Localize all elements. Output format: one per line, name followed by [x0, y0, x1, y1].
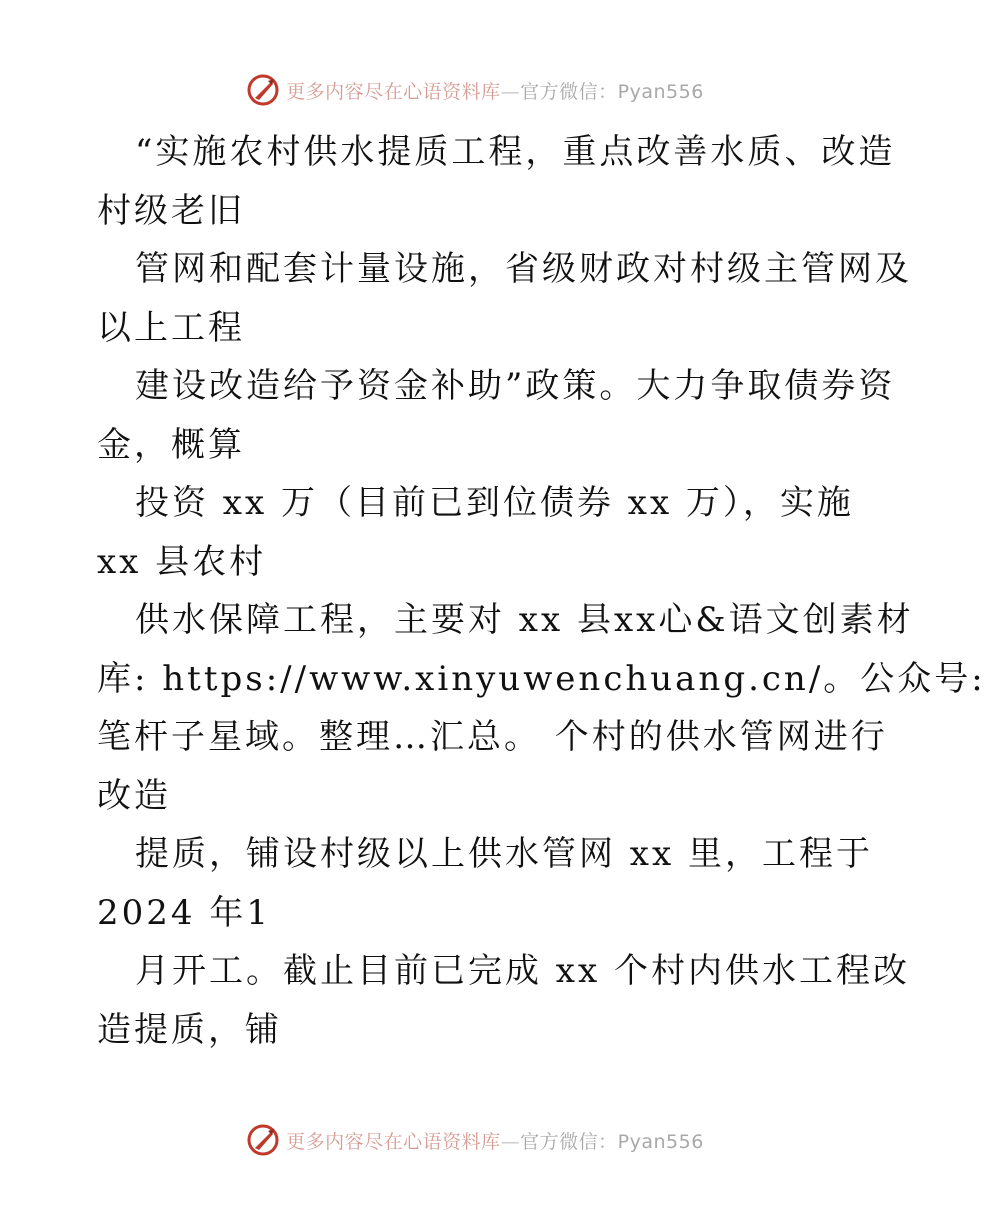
document-body — [97, 123, 986, 1059]
text-line: 提质，铺设村级以上供水管网 xx 里，工程于 — [135, 834, 873, 874]
text-line: 管网和配套计量设施，省级财政对村级主管网及 — [135, 249, 912, 289]
text-line: 月开工。截止目前已完成 xx 个村内供水工程改 — [135, 951, 910, 991]
text-line: xx 县农村 — [97, 541, 267, 582]
watermark-text — [286, 77, 704, 104]
text-line: 投资 xx 万（目前已到位债券 xx 万），实施 — [135, 483, 854, 523]
quill-logo-icon — [246, 1123, 280, 1157]
watermark-dash: — — [500, 1130, 521, 1153]
watermark-text — [286, 1127, 704, 1154]
text-line: “实施农村供水提质工程，重点改善水质、改造 — [135, 132, 896, 172]
text-line: 村级老旧 — [97, 190, 245, 231]
watermark-dash: — — [500, 80, 521, 103]
text-line: 笔杆子星域。整理…汇总。 个村的供水管网进行 — [97, 717, 888, 757]
text-line: 金，概算 — [97, 424, 245, 465]
text-line: 建设改造给予资金补助”政策。大力争取债券资 — [135, 366, 896, 406]
text-line: 改造 — [97, 775, 171, 816]
watermark-contact: 官方微信：Pyan556 — [520, 80, 704, 103]
text-line: 2024 年1 — [97, 892, 271, 933]
quill-logo-icon — [246, 73, 280, 107]
watermark-contact: 官方微信：Pyan556 — [520, 1130, 704, 1153]
text-line: 以上工程 — [97, 307, 245, 348]
header-watermark — [0, 70, 950, 110]
watermark-brand: 更多内容尽在心语资料库 — [286, 1130, 501, 1153]
text-line: 供水保障工程，主要对 xx 县xx心&语文创素材 — [135, 600, 914, 640]
text-line: 造提质，铺 — [97, 1009, 282, 1050]
watermark-brand: 更多内容尽在心语资料库 — [286, 80, 501, 103]
text-line: 库: https://www.xinyuwenchuang.cn/。公众号: — [97, 658, 986, 699]
footer-watermark — [0, 1120, 950, 1160]
